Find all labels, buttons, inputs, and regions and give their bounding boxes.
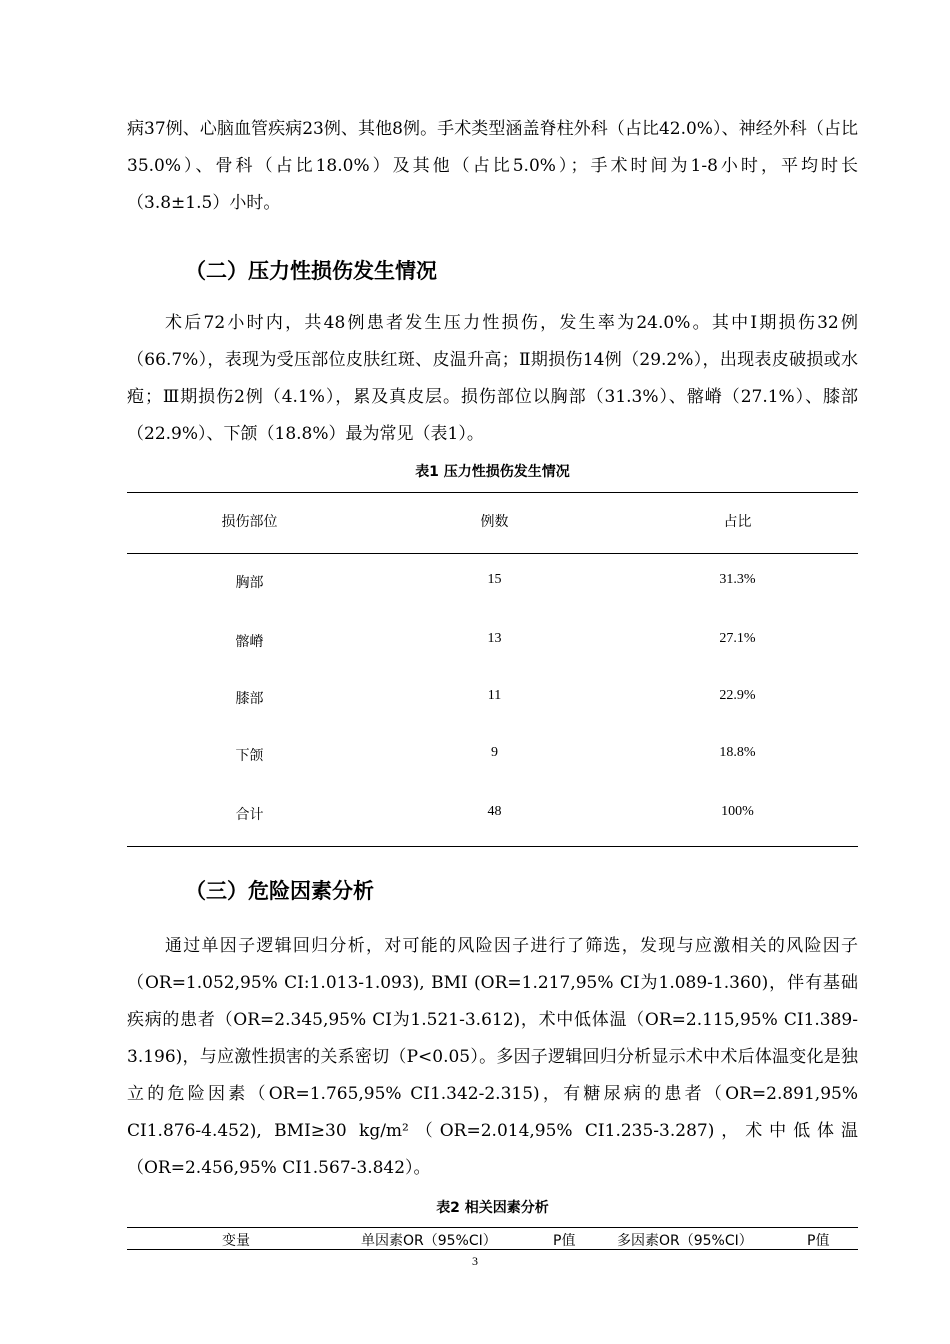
table-row	[127, 745, 858, 765]
table-cell: 48	[487, 804, 502, 819]
paragraph-injury-incidence: 术后72小时内，共48例患者发生压力性损伤，发生率为24.0%。其中Ⅰ期损伤32例（66.7%），表现为受压部位皮肤红斑、皮温升高；Ⅱ期损伤14例（29.2%），出现表皮破损或水疱；Ⅲ期损伤2例（4.1%），累及真皮层。损伤部位以胸部（31.3%）、髂嵴（27.1%）、膝部（22.9%）、下颌（18.8%）最为常见（表1）。	[127, 313, 858, 444]
paragraph-patient-summary: 病37例、心脑血管疾病23例、其他8例。手术类型涵盖脊柱外科（占比42.0%）、神经外科（占比35.0%）、骨科（占比18.0%）及其他（占比5.0%）；手术时间为1-8小时，平均时长（3.8±1.5）小时。	[127, 119, 858, 213]
table-row-total	[127, 804, 858, 824]
section-heading-2: （二）压力性损伤发生情况	[185, 259, 437, 283]
table1-header-percent: 占比	[723, 514, 752, 530]
table2-header-rule	[127, 1249, 858, 1250]
table2-header-univariate-or: 单因素OR（95%CI）	[361, 1233, 497, 1249]
table1-header-row	[127, 511, 858, 531]
table-cell: 27.1%	[719, 631, 756, 646]
table2-header-multivariate-or: 多因素OR（95%CI）	[617, 1233, 753, 1249]
table1-header-count: 例数	[480, 514, 509, 530]
table1-header-site: 损伤部位	[221, 514, 278, 530]
table2-top-rule	[127, 1227, 858, 1228]
table-cell: 髂嵴	[235, 634, 264, 650]
table2-header-variable: 变量	[222, 1233, 250, 1249]
paragraph-risk-factors: 通过单因子逻辑回归分析，对可能的风险因子进行了筛选，发现与应激相关的风险因子（OR=1.052,95% CI:1.013-1.093), BMI (OR=1.217,95% CI为1.089-1.360)，伴有基础疾病的患者（OR=2.345,95% CI为1.521-3.612)，术中低体温（OR=2.115,95% CI1.389-3.196)，与应激性损害的关系密切（P<0.05）。多因子逻辑回归分析显示术中术后体温变化是独立的危险因素（OR=1.765,95% CI1.342-2.315)，有糖尿病的患者（OR=2.891,95% CI1.876-4.452), BMI≥30 kg/m²（OR=2.014,95% CI1.235-3.287)，术中低体温（OR=2.456,95% CI1.567-3.842）。	[127, 936, 858, 1178]
table-cell: 下颌	[235, 748, 264, 764]
table2-caption: 表2 相关因素分析	[436, 1200, 549, 1216]
table-row	[127, 688, 858, 708]
table-row	[127, 572, 858, 592]
table1-bottom-rule	[127, 846, 858, 847]
table-cell: 22.9%	[719, 688, 756, 703]
table2-header-row	[127, 1230, 858, 1250]
table-cell: 15	[487, 572, 502, 587]
table-cell: 膝部	[235, 691, 264, 707]
section-heading-3: （三）危险因素分析	[185, 879, 374, 903]
page-number: 3	[472, 1254, 478, 1268]
table-cell: 18.8%	[719, 745, 756, 760]
table1-top-rule	[127, 492, 858, 493]
table1-header-rule	[127, 553, 858, 554]
table-cell: 胸部	[235, 575, 264, 591]
table1-caption: 表1 压力性损伤发生情况	[415, 464, 570, 480]
table-cell: 13	[487, 631, 502, 646]
table-cell: 合计	[235, 807, 264, 823]
table2-header-p2: P值	[807, 1233, 830, 1249]
table-cell: 11	[487, 688, 502, 703]
table-cell: 9	[491, 745, 498, 760]
table-cell: 31.3%	[719, 572, 756, 587]
table-cell: 100%	[721, 804, 754, 819]
table-row	[127, 631, 858, 651]
table2-header-p1: P值	[553, 1233, 576, 1249]
